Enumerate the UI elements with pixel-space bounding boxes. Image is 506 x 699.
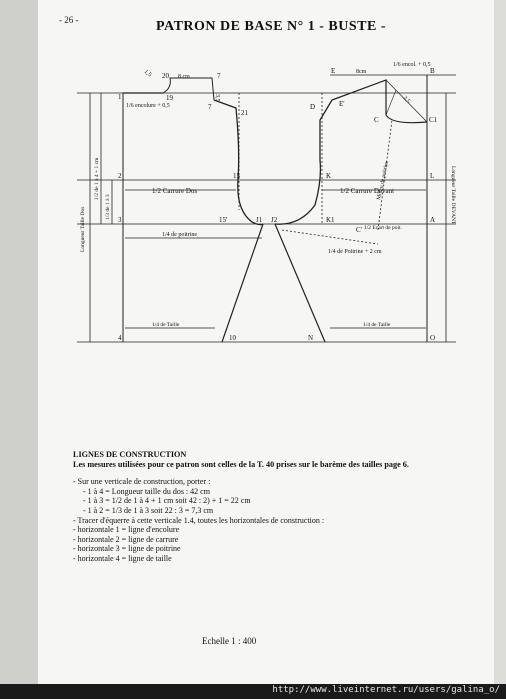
pt-A: A [430, 216, 436, 224]
pt-J1: J1 [256, 216, 263, 224]
construction-line: - Tracer d'équerre à cette verticale 1.4, toutes les horizontales de construction : [73, 515, 325, 525]
front-side-seam [275, 224, 325, 342]
label-third-1-3: 1/3 de 1 à 3 [105, 194, 111, 220]
pt-1: 1 [118, 93, 122, 101]
pt-10: 10 [229, 334, 236, 342]
label-poitrine-dos: 1/4 de poitrine [162, 232, 197, 238]
pt-4: 4 [118, 334, 122, 342]
label-milieu-poitrine: Milieu de poitrine [376, 160, 391, 201]
label-taille-dos: 1/4 de Taille [152, 322, 180, 328]
page-title: PATRON DE BASE N° 1 - BUSTE - [156, 19, 386, 34]
construction-line: - 1 à 2 = 1/3 de 1 à 3 soit 22 : 3 = 7,3 cm [83, 505, 214, 515]
construction-line: - horizontale 4 = ligne de taille [73, 553, 172, 563]
pt-O: O [430, 334, 436, 342]
pt-7b: 7 [208, 103, 212, 111]
construction-line: - Sur une verticale de construction, porter : [73, 477, 211, 487]
pt-D: D [310, 103, 316, 111]
pt-K1: K1 [326, 216, 335, 224]
scale-footer: Echelle 1 : 400 [202, 636, 257, 646]
label-carrure-dos: 1/2 Carrure Dos [152, 187, 198, 195]
label-carrure-devant: 1/2 Carrure Devant [340, 187, 395, 195]
source-watermark: http://www.liveinternet.ru/users/galina_o/ [272, 685, 500, 695]
label-longueur-devant: Longueur Taille DEVANT [450, 166, 456, 225]
label-taille-devant: 1/4 de Taille [363, 322, 391, 328]
pt-20: 20 [162, 72, 169, 80]
label-devant-8cm: 8cm [356, 69, 367, 75]
construction-section [73, 450, 473, 564]
pt-E: E [331, 67, 336, 75]
label-encolure-dos: 1/6 encolure + 0,5 [126, 103, 170, 109]
label-dos-8cm: 8 cm [178, 74, 190, 80]
label-encol-devant: 1/6 encol. + 0,5 [393, 62, 431, 68]
label-devant-2-5: 2,5 [401, 95, 412, 105]
pt-15b: 15' [219, 216, 228, 224]
construction-line: - horizontale 2 = ligne de carrure [73, 534, 179, 544]
construction-line: - horizontale 3 = ligne de poitrine [73, 544, 181, 554]
label-longueur-dos: Longueur Taille Dos [80, 206, 86, 252]
pt-L: L [430, 172, 435, 180]
pt-K: K [326, 172, 332, 180]
label-dos-1-5: 1,5 [142, 68, 153, 79]
construction-line: - horizontale 1 = ligne d'encolure [73, 525, 180, 535]
label-poitrine-devant: 1/4 de Poitrine + 2 cm [328, 249, 382, 255]
label-half-1-4: 1/2 de 1 à 4 + 1 cm [94, 157, 100, 200]
front-armhole [275, 100, 332, 224]
construction-subheading: Les mesures utilisées pour ce patron sont celles de la T. 40 prises sur le barème des tailles page 6. [73, 459, 409, 469]
pt-21: 21 [241, 109, 248, 117]
pt-C1: C1 [429, 116, 438, 124]
front-neck-guide [386, 90, 396, 115]
front-neck-shoulder [332, 80, 427, 123]
label-dos-3-5: 3,5 [214, 94, 220, 102]
construction-line: - 1 à 4 = Longueur taille du dos : 42 cm [83, 486, 210, 496]
poitrine-devant-guide [282, 230, 378, 244]
construction-heading: LIGNES DE CONSTRUCTION [73, 450, 187, 459]
back-side-seam [222, 224, 263, 342]
pt-J2: J2 [271, 216, 278, 224]
pt-2: 2 [118, 172, 122, 180]
back-armhole [214, 100, 263, 225]
pt-B: B [430, 67, 435, 75]
pt-C: C [374, 116, 379, 124]
pt-N: N [308, 334, 314, 342]
pt-3: 3 [118, 216, 122, 224]
pt-Ep: E' [339, 100, 345, 108]
pt-7: 7 [217, 72, 221, 80]
pt-19: 19 [166, 94, 173, 102]
pt-Cp: C' [356, 226, 362, 234]
pt-15: 15 [233, 172, 240, 180]
page-number: - 26 - [59, 15, 79, 25]
label-ecart-poitrine: 1/2 Ecart de poit. [364, 225, 402, 231]
construction-line: - 1 à 3 = 1/2 de 1 à 4 + 1 cm soit 42 : 2) + 1 = 22 cm [83, 496, 251, 506]
